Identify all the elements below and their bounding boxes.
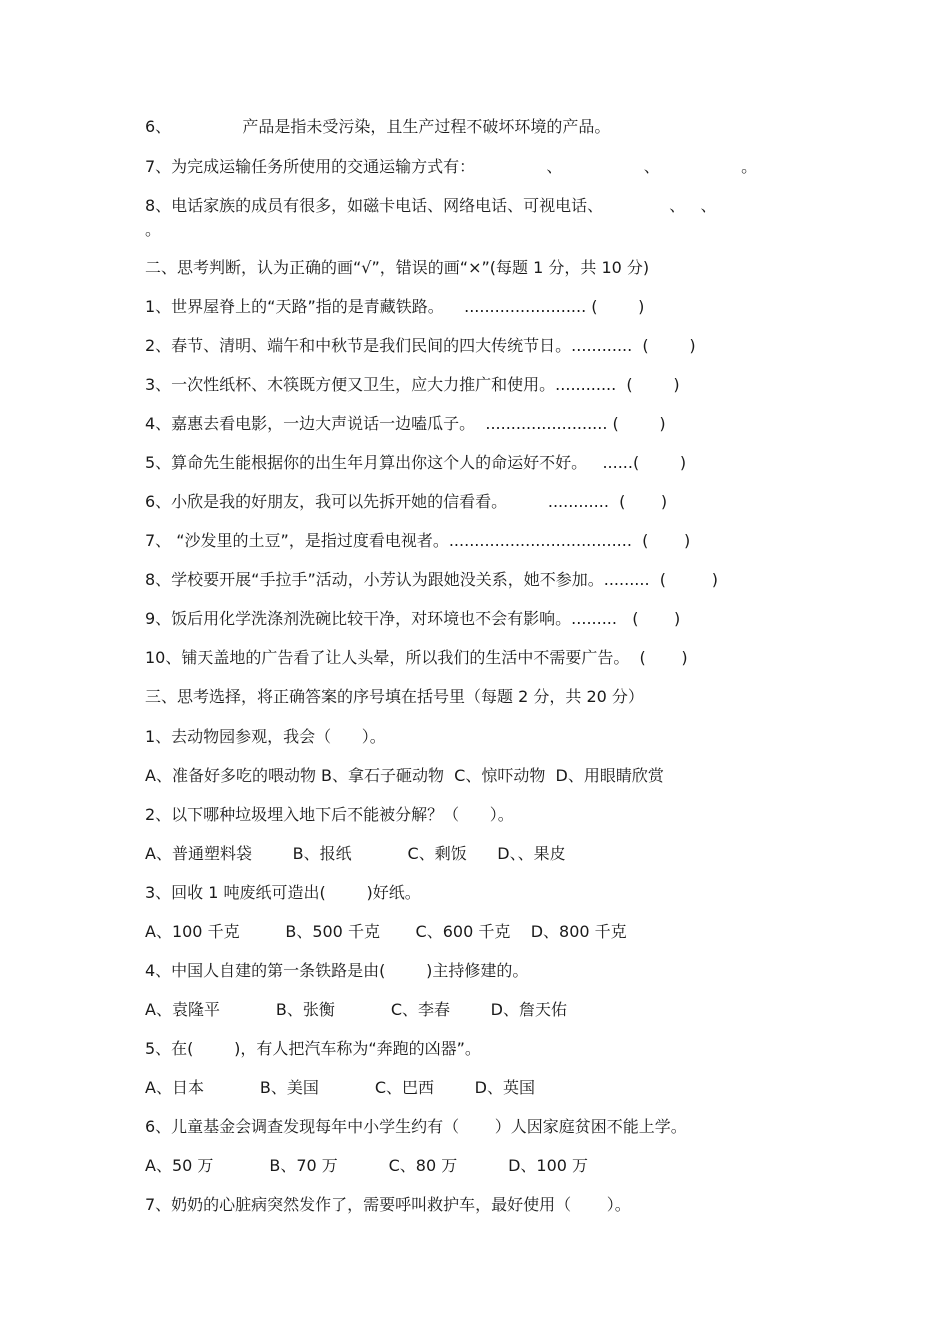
choice-options: A、50 万 B、70 万 C、80 万 D、100 万: [145, 1156, 589, 1175]
section-heading-judge: 二、思考判断，认为正确的画“√”，错误的画“×”(每题 1 分，共 10 分): [145, 258, 650, 277]
choice-options: A、袁隆平 B、张衡 C、李春 D、詹天佑: [145, 1000, 567, 1019]
judge-item: 5、算命先生能根据你的出生年月算出你这个人的命运好不好。 ......( ): [145, 453, 687, 472]
judge-item: 9、饭后用化学洗涤剂洗碗比较干净，对环境也不会有影响。......... ( ): [145, 609, 681, 628]
choice-options: A、100 千克 B、500 千克 C、600 千克 D、800 千克: [145, 922, 627, 941]
judge-item: 1、世界屋脊上的“天路”指的是青藏铁路。 ........................ ( ): [145, 297, 645, 316]
fill-question-7: 7、为完成运输任务所使用的交通运输方式有： 、 、 。: [145, 157, 758, 176]
judge-item: 4、嘉惠去看电影，一边大声说话一边嗑瓜子。 ........................ ( ): [145, 414, 666, 433]
choice-question: 7、奶奶的心脏病突然发作了，需要呼叫救护车，最好使用（ ）。: [145, 1195, 631, 1214]
choice-question: 1、去动物园参观，我会（ ）。: [145, 727, 386, 746]
choice-question: 6、儿童基金会调查发现每年中小学生约有（ ）人因家庭贫困不能上学。: [145, 1117, 687, 1136]
section-heading-choice: 三、思考选择，将正确答案的序号填在括号里（每题 2 分，共 20 分）: [145, 687, 644, 706]
fill-question-8-tail: 。: [145, 220, 162, 239]
judge-item: 10、铺天盖地的广告看了让人头晕，所以我们的生活中不需要广告。 ( ): [145, 648, 688, 667]
judge-item: 8、学校要开展“手拉手”活动，小芳认为跟她没关系，她不参加。......... ( ): [145, 570, 718, 589]
fill-question-6: 6、 产品是指未受污染，且生产过程不破坏环境的产品。: [145, 117, 611, 136]
judge-item: 6、小欣是我的好朋友，我可以先拆开她的信看看。 ............ ( ): [145, 492, 668, 511]
fill-question-8: 8、电话家族的成员有很多，如磁卡电话、网络电话、可视电话、 、 、: [145, 196, 717, 215]
choice-question: 2、以下哪种垃圾埋入地下后不能被分解？（ ）。: [145, 805, 514, 824]
judge-item: 2、春节、清明、端午和中秋节是我们民间的四大传统节日。............ ( ): [145, 336, 696, 355]
choice-options: A、准备好多吃的喂动物 B、拿石子砸动物 C、惊吓动物 D、用眼睛欣赏: [145, 766, 664, 785]
judge-item: 7、 “沙发里的土豆”，是指过度看电视者。.................................... ( ): [145, 531, 691, 550]
choice-options: A、日本 B、美国 C、巴西 D、英国: [145, 1078, 535, 1097]
choice-question: 4、中国人自建的第一条铁路是由( )主持修建的。: [145, 961, 529, 980]
choice-question: 3、回收 1 吨废纸可造出( )好纸。: [145, 883, 421, 902]
choice-question: 5、在( )，有人把汽车称为“奔跑的凶器”。: [145, 1039, 481, 1058]
choice-options: A、普通塑料袋 B、报纸 C、剩饭 D、、果皮: [145, 844, 566, 863]
judge-item: 3、一次性纸杯、木筷既方便又卫生，应大力推广和使用。............ ( ): [145, 375, 680, 394]
